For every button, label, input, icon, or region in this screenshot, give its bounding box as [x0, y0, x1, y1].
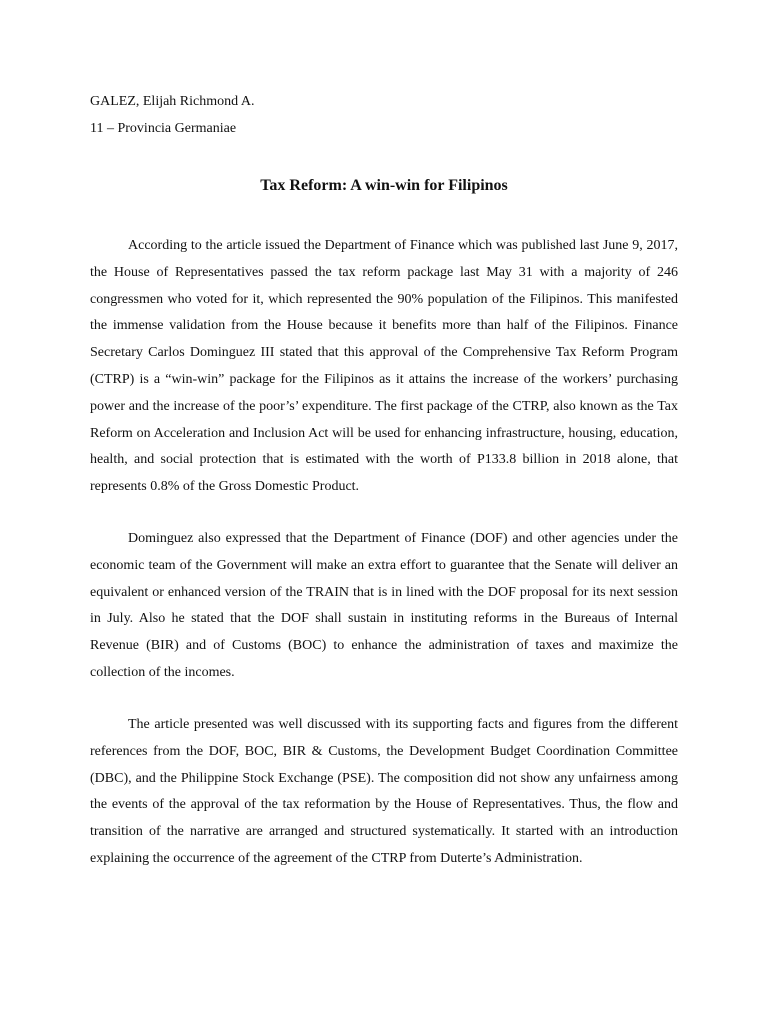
class-section: 11 – Provincia Germaniae	[90, 121, 237, 136]
document-title: Tax Reform: A win-win for Filipinos	[260, 177, 508, 194]
author-name: GALEZ, Elijah Richmond A.	[90, 94, 255, 109]
paragraph-1: According to the article issued the Department of Finance which was published last June 9, 2017, the House of Representatives passed the tax reform package last May 31 with a majority of 246 congressmen who voted for it, which represented the 90% population of the Filipinos. This manifested the immense validation from the House because it benefits more than half of the Filipinos. Finance Secretary Carlos Dominguez III stated that this approval of the Comprehensive Tax Reform Program (CTRP) is a “win-win” package for the Filipinos as it attains the increase of the workers’ purchasing power and the increase of the poor’s’ expenditure. The first package of the CTRP, also known as the Tax Reform on Acceleration and Inclusion Act will be used for enhancing infrastructure, housing, education, health, and social protection that is estimated with the worth of P133.8 billion in 2018 alone, that represents 0.8% of the Gross Domestic Product.	[90, 238, 678, 495]
paragraph-2: Dominguez also expressed that the Department of Finance (DOF) and other agencies under the economic team of the Government will make an extra effort to guarantee that the Senate will deliver an equivalent or enhanced version of the TRAIN that is in lined with the DOF proposal for its next session in July. Also he stated that the DOF shall sustain in instituting reforms in the Bureaus of Internal Revenue (BIR) and of Customs (BOC) to enhance the administration of taxes and maximize the collection of the incomes.	[90, 531, 678, 680]
paragraph-3: The article presented was well discussed with its supporting facts and figures from the different references from the DOF, BOC, BIR & Customs, the Development Budget Coordination Committee (DBC), and the Philippine Stock Exchange (PSE). The composition did not show any unfairness among the events of the approval of the tax reformation by the House of Representatives. Thus, the flow and transition of the narrative are arranged and structured systematically. It started with an introduction explaining the occurrence of the agreement of the CTRP from Duterte’s Administration.	[90, 717, 678, 866]
